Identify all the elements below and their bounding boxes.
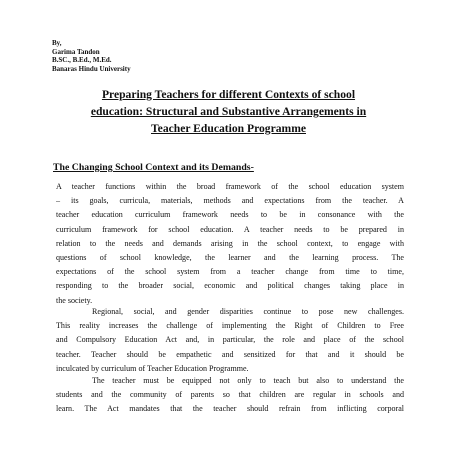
- paragraph-line: The teacher must be equipped not only to teach but also to understand the: [92, 375, 404, 385]
- paragraph-line: A teacher functions within the broad framework of the school education system: [56, 182, 404, 191]
- paragraph-line: inculcated by curriculum of Teacher Education Programme.: [56, 363, 249, 373]
- paragraph-line: – its goals, curricula, materials, methods and expectations from the teacher. A: [56, 196, 404, 206]
- paragraph-line: curriculum framework for school education. A teacher needs to be prepared in: [56, 224, 404, 234]
- paragraph-line: responding to the broader social, economic and political changes taking place in: [56, 281, 404, 291]
- author-by: By,: [52, 39, 62, 47]
- document-title: [56, 86, 401, 137]
- title-line: Teacher Education Programme: [151, 122, 306, 135]
- paragraph-line: and Compulsory Education Act and, in particular, the role and place of the school: [56, 335, 404, 345]
- paragraph-line: relation to the needs and demands arising in the school context, to engage with: [56, 238, 404, 248]
- title-line: education: Structural and Substantive Arrangements in: [90, 105, 367, 118]
- author-university: Banaras Hindu University: [52, 64, 131, 73]
- paragraph-line: teacher education curriculum framework needs to be in consonance with the: [56, 210, 404, 220]
- paragraph-line: learn. The Act mandates that the teacher should refrain from inflicting corporal: [56, 404, 404, 413]
- paragraph-line: questions of school knowledge, the learner and the learning process. The: [56, 253, 404, 262]
- title-line: Preparing Teachers for different Contexts of school: [101, 88, 356, 101]
- section-heading: The Changing School Context and its Demands-: [53, 162, 254, 173]
- paragraph-line: students and the community of parents so that children are regular in schools and: [56, 389, 404, 399]
- author-name: Garima Tandon: [52, 47, 100, 56]
- paragraph-line: expectations of the school system from a teacher change from time to time,: [56, 267, 404, 277]
- paragraph-line: the society.: [56, 295, 93, 305]
- paragraph-line: This reality increases the challenge of implementing the Right of Children to Free: [56, 321, 404, 331]
- author-block: [52, 39, 131, 73]
- paragraph-line: teacher. Teacher should be empathetic and sensitized for that and it should be: [56, 349, 404, 359]
- author-degrees: B.SC., B.Ed., M.Ed.: [52, 56, 112, 64]
- paragraph-line: Regional, social, and gender disparities continue to pose new challenges.: [92, 307, 404, 316]
